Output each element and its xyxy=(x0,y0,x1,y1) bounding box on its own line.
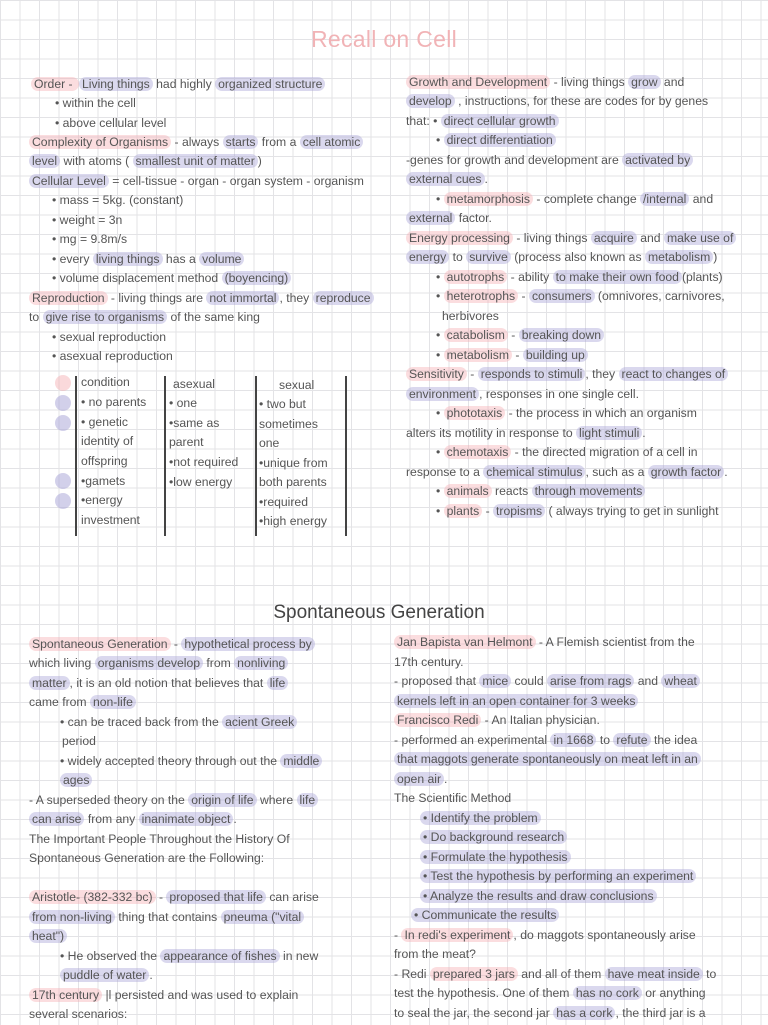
note-line: to seal the jar, the second jar has a cork , the third jar is a xyxy=(394,1006,706,1020)
method-step: • Analyze the results and draw conclusions xyxy=(420,887,657,907)
note-line: 17th century |l persisted and was used to explain xyxy=(29,986,298,1006)
table-cell: • two but xyxy=(259,397,306,411)
note-line: • direct differentiation xyxy=(436,131,556,151)
note-line: • sexual reproduction xyxy=(52,330,167,344)
note-line: external cues . xyxy=(406,170,488,190)
note-line: that maggots generate spontaneously on meat left in an xyxy=(394,750,701,770)
note-line: 17th century. xyxy=(394,655,464,669)
note-line: • weight = 3n xyxy=(52,213,123,227)
table-divider xyxy=(345,376,347,536)
note-line: heat") xyxy=(29,927,67,947)
note-line: • metabolism - building up xyxy=(436,346,588,366)
note-line: • heterotrophs - consumers (omnivores, carnivores, xyxy=(436,289,725,303)
note-line: • within the cell xyxy=(55,96,136,110)
table-cell: •low energy xyxy=(169,475,233,489)
note-line: • above cellular level xyxy=(55,116,167,130)
table-cell: •energy xyxy=(81,493,123,507)
note-line: • volume displacement method (boyencing) xyxy=(52,269,291,289)
table-cell: • no parents xyxy=(81,395,147,409)
note-line: - proposed that mice could arise from rags and wheat xyxy=(394,672,700,692)
note-line: • catabolism - breaking down xyxy=(436,326,604,346)
table-cell: one xyxy=(259,436,280,450)
note-line: - Redi prepared 3 jars and all of them have meat inside to xyxy=(394,967,717,981)
note-line: Complexity of Organisms - always starts from a cell atomic xyxy=(29,133,363,153)
table-cell: •gamets xyxy=(81,474,126,488)
note-line: • He observed the appearance of fishes in new xyxy=(60,949,319,963)
note-line: which living organisms develop from nonliving xyxy=(29,654,288,674)
method-step: • Formulate the hypothesis xyxy=(420,848,571,868)
method-step: • Test the hypothesis by performing an experiment xyxy=(420,867,696,887)
note-line: - A superseded theory on the origin of life where life xyxy=(29,791,318,811)
note-line: Spontaneous Generation are the Following: xyxy=(29,851,265,865)
note-line: from non-living thing that contains pneuma ("vital xyxy=(29,908,304,928)
note-line: Spontaneous Generation - hypothetical process by xyxy=(29,635,315,655)
table-divider xyxy=(164,376,166,536)
note-line: energy to survive (process also known as metabolism ) xyxy=(406,248,717,268)
note-line: -genes for growth and development are activated by xyxy=(406,151,693,171)
table-cell: asexual xyxy=(173,377,216,391)
note-line: develop , instructions, for these are codes for by genes xyxy=(406,92,708,112)
table-cell: •not required xyxy=(169,455,239,469)
note-line: alters its motility in response to light stimuli . xyxy=(406,426,646,440)
note-line: test the hypothesis. One of them has no cork or anything xyxy=(394,986,706,1000)
bullet-dot xyxy=(55,375,71,391)
table-cell: •high energy xyxy=(259,514,327,528)
note-line: to give rise to organisms of the same king xyxy=(29,310,260,324)
note-line: from the meat? xyxy=(394,947,476,961)
table-cell: •same as xyxy=(169,416,220,430)
table-cell: sometimes xyxy=(259,417,318,431)
note-line: • widely accepted theory through out the middle xyxy=(60,752,322,772)
note-line: several scenarios: xyxy=(29,1007,128,1021)
note-line: • mass = 5kg. (constant) xyxy=(52,193,184,207)
table-cell: both parents xyxy=(259,475,327,489)
note-line: • plants - tropisms ( always trying to get in sunlight xyxy=(436,504,719,518)
note-line: ages xyxy=(60,771,92,791)
note-line: • metamorphosis - complete change /internal and xyxy=(436,192,714,206)
table-cell: identity of xyxy=(81,434,134,448)
page-title: Recall on Cell xyxy=(310,26,458,52)
table-cell: •unique from xyxy=(259,456,328,470)
note-line: Jan Bapista van Helmont - A Flemish scientist from the xyxy=(394,633,695,653)
note-line: response to a chemical stimulus , such as a growth factor . xyxy=(406,465,728,479)
note-line: The Scientific Method xyxy=(394,791,512,805)
note-line: • mg = 9.8m/s xyxy=(52,232,128,246)
table-cell: sexual xyxy=(279,378,315,392)
table-cell: parent xyxy=(169,435,204,449)
bullet-dot xyxy=(55,395,71,411)
note-line: period xyxy=(62,734,96,748)
table-cell: • one xyxy=(169,396,197,410)
bullet-dot xyxy=(55,493,71,509)
bullet-dot xyxy=(55,473,71,489)
note-line: • animals reacts through movements xyxy=(436,482,645,502)
table-cell: • genetic xyxy=(81,415,128,429)
method-step: • Communicate the results xyxy=(411,906,559,926)
note-line: • chemotaxis - the directed migration of a cell in xyxy=(436,445,698,459)
note-line: - In redi's experiment , do maggots spontaneously arise xyxy=(394,928,696,942)
note-line: kernels left in an open container for 3 weeks xyxy=(394,692,638,712)
note-line: Sensitivity - responds to stimuli , they react to changes of xyxy=(406,365,728,385)
table-cell: •required xyxy=(259,495,308,509)
note-line: The Important People Throughout the History Of xyxy=(29,832,290,846)
note-line: matter , it is an old notion that believes that life xyxy=(29,674,288,694)
note-line: can arise from any inanimate object . xyxy=(29,810,237,830)
note-line: • asexual reproduction xyxy=(52,349,173,363)
note-line: Order - Living things had highly organized structure xyxy=(31,75,325,95)
note-line: Aristotle- (382-332 bc) - proposed that life can arise xyxy=(29,888,319,908)
table-cell: condition xyxy=(81,375,130,389)
note-line: puddle of water . xyxy=(60,966,153,986)
note-line: came from non-life xyxy=(29,693,136,713)
table-divider xyxy=(75,376,77,536)
table-divider xyxy=(255,376,257,536)
note-line: Energy processing - living things acquire and make use of xyxy=(406,229,736,249)
note-line: • can be traced back from the acient Greek xyxy=(60,713,297,733)
note-line: open air . xyxy=(394,770,447,790)
table-cell: offspring xyxy=(81,454,128,468)
section-title: Spontaneous Generation xyxy=(273,602,485,623)
note-line: • autotrophs - ability to make their own food (plants) xyxy=(436,270,723,284)
note-line: • every living things has a volume xyxy=(52,250,244,270)
note-line: external factor. xyxy=(406,209,492,229)
note-line: - performed an experimental in 1668 to refute the idea xyxy=(394,733,698,747)
note-line: Francisco Redi - An Italian physician. xyxy=(394,711,600,731)
table-cell: investment xyxy=(81,513,140,527)
method-step: • Do background research xyxy=(420,828,567,848)
note-line: Cellular Level = cell-tissue - organ - organ system - organism xyxy=(29,172,364,192)
reproduction-table xyxy=(57,372,357,536)
note-line: Reproduction - living things are not immortal , they reproduce xyxy=(29,289,374,309)
note-line: that: • direct cellular growth xyxy=(406,112,559,132)
note-line: herbivores xyxy=(442,309,499,323)
note-line: level with atoms ( smallest unit of matter ) xyxy=(29,152,262,172)
bullet-dot xyxy=(55,415,71,431)
note-line: Growth and Development - living things grow and xyxy=(406,73,684,93)
note-line: • phototaxis - the process in which an organism xyxy=(436,406,697,420)
method-step: • Identify the problem xyxy=(420,809,541,829)
note-line: environment , responses in one single cell. xyxy=(406,385,639,405)
